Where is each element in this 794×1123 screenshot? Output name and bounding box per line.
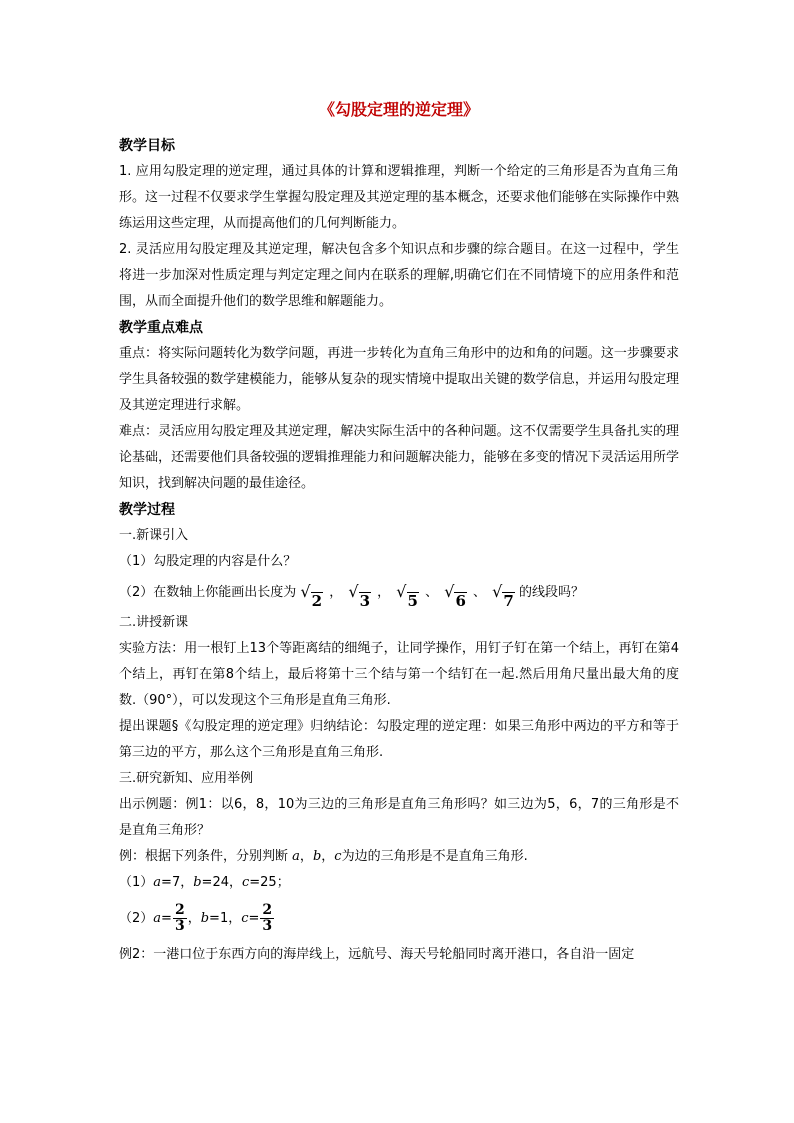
- sqrt-arg: 5: [407, 592, 418, 610]
- sqrt-arg: 6: [455, 592, 466, 610]
- judge-prefix: 例：根据下列条件，分别判断: [119, 849, 289, 864]
- heading-teaching-goals: 教学目标: [119, 138, 175, 154]
- question-2-prefix: （2）在数轴上你能画出长度为: [119, 585, 297, 600]
- case-1: [119, 870, 679, 896]
- var-a: a: [292, 849, 300, 864]
- comma: ，: [187, 911, 201, 926]
- separator: ，: [377, 585, 391, 600]
- separator: 、: [473, 585, 487, 600]
- comma: ，: [321, 849, 335, 864]
- case-1-a-value: =7，: [161, 875, 194, 890]
- equals: =: [248, 911, 260, 926]
- var-c: c: [241, 911, 249, 926]
- fraction-denominator: 3: [262, 918, 273, 934]
- sqrt-5-expression: √ 5: [396, 582, 418, 610]
- sqrt-arg: 7: [503, 592, 514, 610]
- case-1-label: （1）: [119, 875, 154, 890]
- equals: =: [161, 911, 172, 926]
- example-1-paragraph: 出示例题：例1：以6，8，10为三边的三角形是直角三角形吗？如三边为5，6，7的三角形是不是直角三角形？: [119, 797, 679, 838]
- goal-paragraph-1: 1. 应用勾股定理的逆定理，通过具体的计算和逻辑推理，判断一个给定的三角形是否为直角三角形。这一过程不仅要求学生掌握勾股定理及其逆定理的基本概念，还要求他们能够在实际操作中熟练运用这些定理，从而提高他们的几何判断能力。: [119, 164, 679, 231]
- example-2-paragraph: 例2：一港口位于东西方向的海岸线上，远航号、海天号轮船同时离开港口，各自沿一固定: [119, 947, 635, 962]
- fraction-c: [260, 903, 274, 934]
- section-1-title: 一.新课引入: [119, 528, 189, 543]
- case-2-b-value: =1，: [209, 911, 242, 926]
- var-b: b: [312, 849, 322, 864]
- topic-paragraph: 提出课题§《勾股定理的逆定理》归纳结论：勾股定理的逆定理：如果三角形中两边的平方和等于第三边的平方，那么这个三角形是直角三角形.: [119, 719, 679, 760]
- fraction-numerator: 2: [262, 902, 273, 918]
- var-c: c: [241, 875, 250, 890]
- question-2-suffix: 的线段吗？: [518, 585, 584, 600]
- separator: ，: [329, 585, 343, 600]
- key-point-paragraph: 重点：将实际问题转化为数学问题，再进一步转化为直角三角形中的边和角的问题。这一步骤要求学生具备较强的数学建模能力，能够从复杂的现实情境中提取出关键的数学信息，并运用勾股定理及其逆定理进行求解。: [119, 346, 679, 413]
- sqrt-arg: 2: [311, 592, 323, 610]
- sqrt-2-expression: √ 2: [300, 582, 323, 610]
- case-2-label: （2）: [119, 911, 154, 926]
- question-2: [119, 575, 679, 610]
- sqrt-3-expression: √ 3: [348, 582, 370, 610]
- question-1: （1）勾股定理的内容是什么？: [119, 554, 297, 569]
- var-a: a: [153, 911, 162, 926]
- fraction-denominator: 3: [174, 918, 185, 934]
- case-1-c-value: =25；: [249, 875, 290, 890]
- heading-teaching-process: 教学过程: [119, 502, 175, 518]
- sqrt-6-expression: √ 6: [444, 582, 466, 610]
- case-2: [119, 896, 679, 942]
- judge-instruction: [119, 844, 679, 870]
- sqrt-7-expression: √ 7: [492, 582, 514, 610]
- separator: 、: [425, 585, 439, 600]
- var-c: c: [334, 849, 342, 864]
- case-1-b-value: =24，: [201, 875, 242, 890]
- experiment-paragraph: 实验方法：用一根钉上13个等距离结的细绳子，让同学操作，用钉子钉在第一个结上，再钉在第4个结上，再钉在第8个结上，最后将第十三个结与第一个结钉在一起.然后用角尺量出最大角的度数.（90°），可以发现这个三角形是直角三角形.: [119, 641, 679, 708]
- heading-key-points: 教学重点难点: [119, 320, 203, 336]
- fraction-a: [173, 903, 187, 934]
- document-page: [119, 94, 679, 968]
- sqrt-arg: 3: [359, 592, 370, 610]
- judge-suffix: 为边的三角形是不是直角三角形.: [341, 849, 528, 864]
- difficulty-paragraph: 难点：灵活应用勾股定理及其逆定理，解决实际生活中的各种问题。这不仅需要学生具备扎实的理论基础，还需要他们具备较强的逻辑推理能力和问题解决能力，能够在多变的情况下灵活运用所学知识，找到解决问题的最佳途径。: [119, 424, 679, 491]
- comma: ，: [299, 849, 313, 864]
- document-title: 《勾股定理的逆定理》: [318, 100, 479, 119]
- var-b: b: [200, 911, 210, 926]
- section-3-title: 三.研究新知、应用举例: [119, 771, 254, 786]
- var-b: b: [193, 875, 202, 890]
- section-2-title: 二.讲授新课: [119, 615, 189, 630]
- fraction-numerator: 2: [174, 902, 185, 918]
- var-a: a: [153, 875, 162, 890]
- goal-paragraph-2: 2. 灵活应用勾股定理及其逆定理，解决包含多个知识点和步骤的综合题目。在这一过程中，学生将进一步加深对性质定理与判定定理之间内在联系的理解,明确它们在不同情境下的应用条件和范围，从而全面提升他们的数学思维和解题能力。: [119, 242, 679, 309]
